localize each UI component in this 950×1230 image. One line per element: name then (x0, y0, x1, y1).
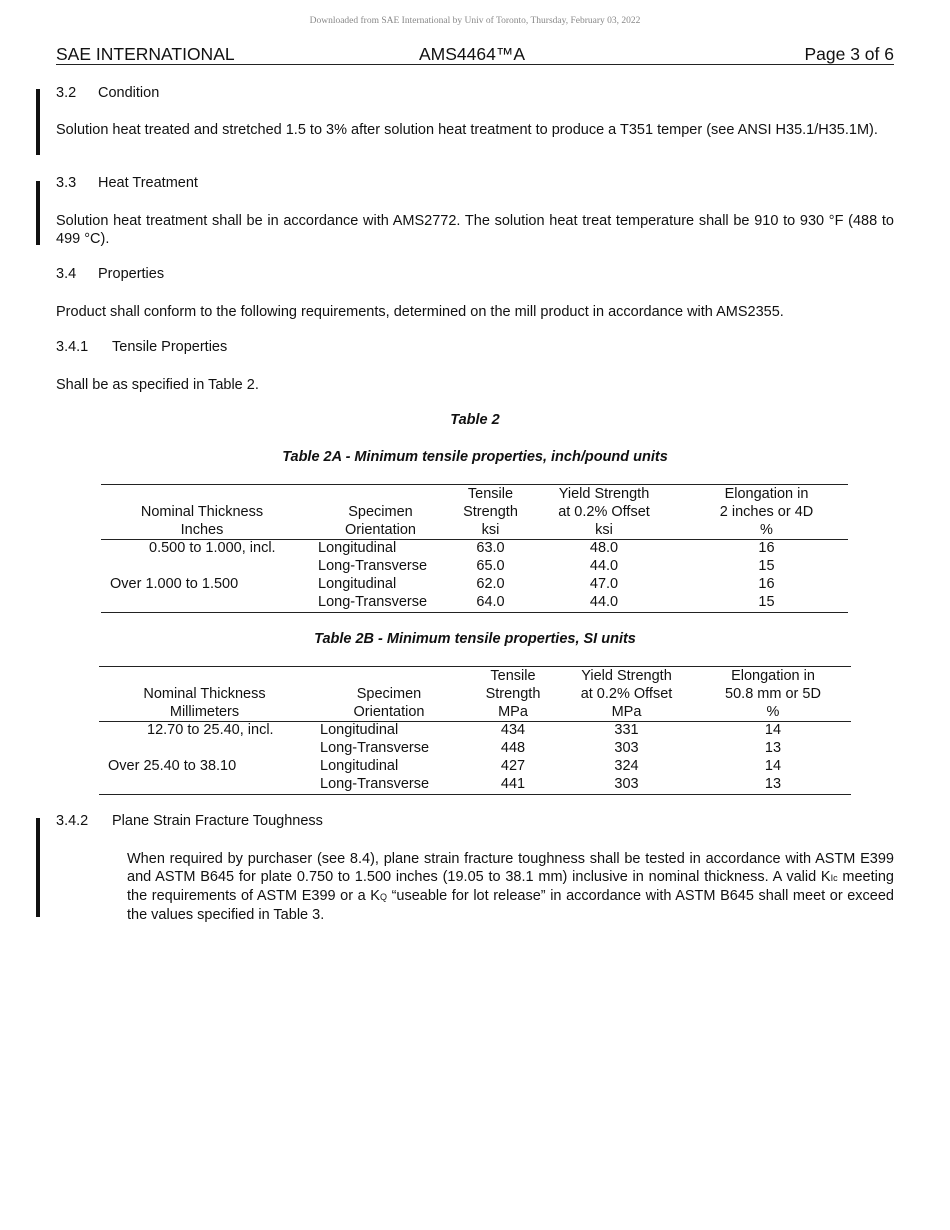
table-header-row (99, 667, 851, 686)
section-number: 3.4.1 (56, 339, 89, 355)
orientation-cell: Longitudinal (320, 757, 399, 774)
header-cell: Elongation in (685, 485, 848, 504)
elongation-cell: 13 (695, 776, 851, 794)
elongation-cell: 15 (758, 558, 775, 575)
header-cell: Yield Strength (523, 485, 685, 504)
yield-cell: 324 (614, 757, 639, 774)
table-row (99, 776, 851, 794)
change-bar (36, 89, 40, 155)
header-cell: 2 inches or 4D (719, 503, 814, 520)
section-number: 3.2 (56, 85, 77, 101)
thickness-cell: Over 25.40 to 38.10 (108, 757, 237, 774)
table-row (101, 594, 848, 612)
table-row (99, 722, 851, 740)
section-body-3-2: Solution heat treated and stretched 1.5 to 3% after solution heat treatment to produce a T351 temper (see ANSI H35.1/H35.1M). (56, 122, 878, 138)
header-cell: at 0.2% Offset (580, 685, 673, 702)
section-body-3-3: Solution heat treatment shall be in accordance with AMS2772. The solution heat treat temperature shall be 910 to 930 °F (488 to 499 °C). (56, 213, 894, 247)
orientation-cell: Long-Transverse (320, 740, 430, 757)
header-cell: Strength (485, 685, 541, 702)
change-bar (36, 181, 40, 245)
header-cell: Specimen (356, 685, 422, 702)
elongation-cell: 15 (685, 594, 848, 612)
change-bar (36, 818, 40, 917)
header-cell: Orientation (303, 522, 458, 540)
thickness-cell: 12.70 to 25.40, incl. (147, 722, 274, 739)
section-title: Heat Treatment (98, 175, 198, 191)
header-cell: Tensile (458, 485, 523, 504)
tensile-cell: 427 (500, 757, 526, 774)
table-header-row (99, 704, 851, 722)
yield-cell: 47.0 (589, 575, 619, 592)
orientation-cell: Longitudinal (320, 722, 399, 739)
section-title: Plane Strain Fracture Toughness (112, 813, 323, 829)
orientation-cell: Long-Transverse (310, 776, 468, 794)
header-cell: MPa (558, 704, 695, 722)
table-row (99, 740, 851, 758)
header-cell: Yield Strength (558, 667, 695, 686)
elongation-cell: 14 (764, 722, 782, 739)
header-cell: ksi (523, 522, 685, 540)
subscript: Q (379, 892, 387, 902)
tensile-cell: 434 (500, 722, 526, 739)
header-cell: Elongation in (695, 667, 851, 686)
elongation-cell: 14 (764, 757, 782, 774)
thickness-cell: Over 1.000 to 1.500 (110, 575, 239, 592)
table-header-row (101, 485, 848, 504)
table-header-row (101, 522, 848, 540)
table-row (99, 758, 851, 776)
section-number: 3.3 (56, 175, 77, 191)
table-2a-caption: Table 2A - Minimum tensile properties, inch/pound units (282, 449, 668, 465)
header-cell: MPa (468, 704, 558, 722)
section-title: Tensile Properties (112, 339, 228, 355)
header-cell: ksi (458, 522, 523, 540)
yield-cell: 44.0 (523, 594, 685, 612)
thickness-cell: 0.500 to 1.000, incl. (149, 540, 276, 557)
orientation-cell: Longitudinal (318, 575, 397, 592)
header-cell: at 0.2% Offset (558, 503, 650, 520)
section-body-3-4-2 (127, 850, 894, 924)
yield-cell: 44.0 (589, 558, 619, 575)
thickness-cell (99, 776, 310, 794)
header-cell: Orientation (310, 704, 468, 722)
table-header-row (99, 686, 851, 704)
yield-cell: 303 (558, 776, 695, 794)
header-cell: Inches (101, 522, 303, 540)
section-heading-3-2 (56, 85, 159, 101)
table-2-title: Table 2 (450, 412, 500, 428)
section-heading-3-3 (56, 175, 198, 191)
header-cell: 50.8 mm or 5D (725, 685, 821, 702)
orientation-cell: Longitudinal (318, 540, 397, 557)
subscript: Ic (830, 873, 838, 883)
tensile-cell: 62.0 (476, 575, 505, 592)
header-cell: % (695, 704, 851, 722)
header-rule (56, 64, 894, 65)
section-number: 3.4.2 (56, 813, 89, 829)
table-2b-caption: Table 2B - Minimum tensile properties, SI units (314, 631, 636, 647)
yield-cell: 303 (614, 740, 639, 757)
header-cell: Nominal Thickness (143, 685, 266, 702)
header-cell: Tensile (468, 667, 558, 686)
section-number: 3.4 (56, 266, 77, 282)
tensile-cell: 65.0 (476, 558, 505, 575)
section-heading-3-4 (56, 266, 164, 282)
section-body-3-4: Product shall conform to the following requirements, determined on the mill product in accordance with AMS2355. (56, 304, 784, 320)
header-cell: Strength (463, 503, 518, 520)
header-cell: Millimeters (99, 704, 310, 722)
thickness-cell (101, 594, 303, 612)
orientation-cell: Long-Transverse (318, 558, 428, 575)
body-text: When required by purchaser (see 8.4), plane strain fracture toughness shall be tested in accordance with ASTM E399 and ASTM B645 for plate 0.750 to 1.500 inches (19.05 to 38.1 mm) inclusive in nominal thickness. A valid K (127, 851, 894, 885)
table-row (101, 558, 848, 576)
section-heading-3-4-2 (56, 813, 323, 829)
thickness-cell (101, 558, 303, 576)
table-2a (101, 484, 848, 613)
section-heading-3-4-1 (56, 339, 227, 355)
section-body-3-4-1: Shall be as specified in Table 2. (56, 377, 259, 393)
table-row (101, 576, 848, 594)
orientation-cell: Long-Transverse (303, 594, 458, 612)
section-title: Properties (98, 266, 165, 282)
yield-cell: 331 (614, 722, 639, 739)
header-document-id: AMS4464™A (419, 44, 526, 64)
body-text: meeting the requirements of ASTM E399 or a K (127, 869, 895, 904)
table-row (101, 540, 848, 558)
table-2b (99, 666, 851, 795)
table-header-row (101, 504, 848, 522)
elongation-cell: 16 (758, 540, 775, 557)
header-cell: Specimen (348, 503, 413, 520)
header-publisher: SAE INTERNATIONAL (56, 44, 235, 64)
body-text: “useable for lot release” in accordance with ASTM B645 shall meet or exceed the values specified in Table 3. (127, 888, 895, 923)
header-page-number: Page 3 of 6 (804, 44, 894, 64)
section-title: Condition (98, 85, 160, 101)
yield-cell: 48.0 (589, 540, 619, 557)
tensile-cell: 441 (468, 776, 558, 794)
thickness-cell (99, 740, 310, 758)
tensile-cell: 64.0 (458, 594, 523, 612)
header-cell: % (685, 522, 848, 540)
elongation-cell: 16 (758, 575, 775, 592)
download-watermark: Downloaded from SAE International by Univ of Toronto, Thursday, February 03, 2022 (309, 16, 641, 26)
tensile-cell: 448 (500, 740, 526, 757)
tensile-cell: 63.0 (476, 540, 505, 557)
elongation-cell: 13 (764, 740, 782, 757)
header-cell: Nominal Thickness (140, 503, 264, 520)
